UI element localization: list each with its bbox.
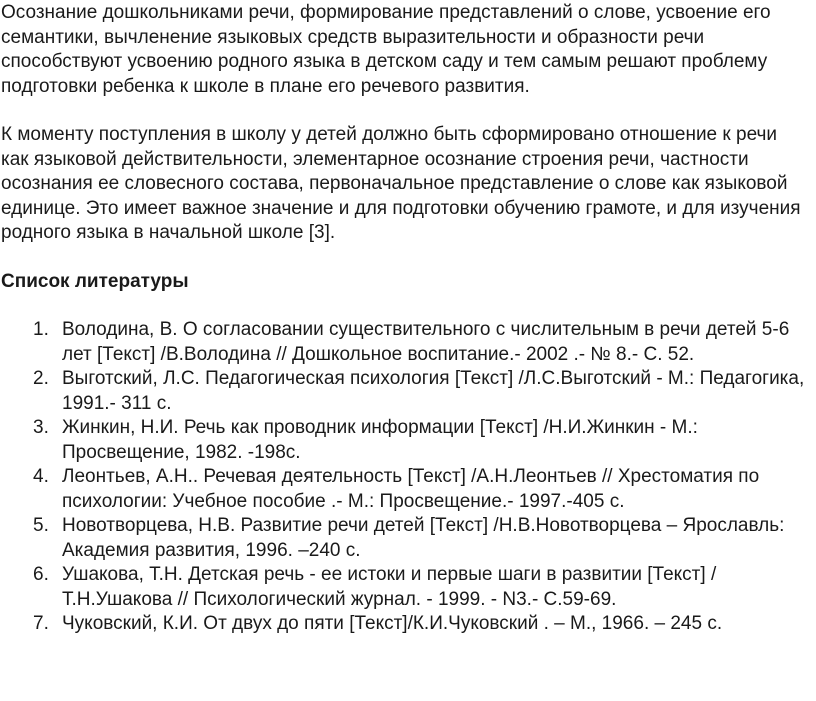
references-heading: Список литературы xyxy=(1,270,189,292)
reference-item xyxy=(1,318,808,367)
reference-text: Володина, В. О согласовании существительного с числительным в речи детей 5-6 лет [Текст] /В.Володина // Дошкольное воспитание.- 2002 .- № 8.- С. 52. xyxy=(62,319,790,365)
reference-item xyxy=(1,416,808,465)
reference-text: Леонтьев, А.Н.. Речевая деятельность [Текст] /А.Н.Леонтьев // Хрестоматия по психологии: Учебное пособие .- М.: Просвещение.- 1997.-405 с. xyxy=(62,466,760,512)
reference-number: 1. xyxy=(33,319,49,340)
reference-number: 4. xyxy=(33,466,49,487)
reference-text: Выготский, Л.С. Педагогическая психология [Текст] /Л.С.Выготский - М.: Педагогика, 1991.- 311 с. xyxy=(62,368,805,414)
reference-item xyxy=(1,612,808,637)
reference-item xyxy=(1,563,808,612)
paragraph-intro: Осознание дошкольниками речи, формирование представлений о слове, усвоение его семантики, вычленение языковых средств выразительности и образности речи способствуют усвоению родного языка в детском саду и тем самым решают проблему подготовки ребенка к школе в плане его речевого развития. xyxy=(1,2,771,97)
reference-number: 5. xyxy=(33,515,49,536)
reference-number: 3. xyxy=(33,417,49,438)
reference-item xyxy=(1,465,808,514)
reference-item xyxy=(1,367,808,416)
reference-text: Жинкин, Н.И. Речь как проводник информации [Текст] /Н.И.Жинкин - М.: Просвещение, 1982. -198с. xyxy=(62,417,698,463)
document-page xyxy=(0,1,816,701)
reference-text: Новотворцева, Н.В. Развитие речи детей [Текст] /Н.В.Новотворцева – Ярославль: Академия развития, 1996. –240 с. xyxy=(62,515,785,561)
paragraph-school-readiness: К моменту поступления в школу у детей должно быть сформировано отношение к речи как языковой действительности, элементарное осознание строения речи, частности осознания ее словесного состава, первоначальное представление о слове как языковой единице. Это имеет важное значение и для подготовки обучению грамоте, и для изучения родного языка в начальной школе [3]. xyxy=(1,124,801,243)
reference-text: Ушакова, Т.Н. Детская речь - ее истоки и первые шаги в развитии [Текст] / Т.Н.Ушакова // Психологический журнал. - 1999. - N3.- С.59-69. xyxy=(62,564,717,610)
reference-number: 2. xyxy=(33,368,49,389)
reference-item xyxy=(1,514,808,563)
references-list xyxy=(1,318,808,637)
reference-number: 7. xyxy=(33,613,49,634)
reference-number: 6. xyxy=(33,564,49,585)
reference-text: Чуковский, К.И. От двух до пяти [Текст]/К.И.Чуковский . – М., 1966. – 245 с. xyxy=(62,613,723,634)
